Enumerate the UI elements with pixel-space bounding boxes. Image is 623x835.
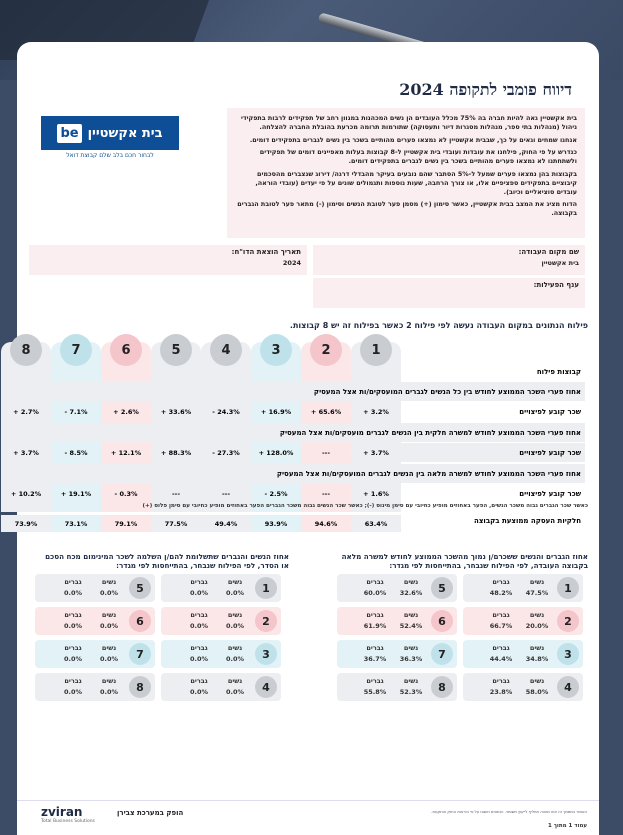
gap-value: + 19.1%	[52, 485, 102, 502]
gap-value: ---	[302, 444, 352, 461]
women-value: 52.4%	[400, 622, 424, 630]
groups-label-row	[30, 362, 586, 381]
footer	[18, 800, 600, 835]
men-value: 44.4%	[490, 655, 514, 663]
stat-card	[338, 574, 458, 602]
stat-card	[464, 640, 584, 668]
group-circle: 3	[261, 334, 293, 366]
company-logo	[42, 116, 180, 150]
date-cell	[30, 245, 308, 275]
men-label: גברים	[65, 644, 83, 652]
group-number-circle: 5	[432, 577, 454, 599]
partial-value: 77.5%	[152, 515, 202, 532]
report-meta	[30, 245, 586, 309]
stat-card	[338, 673, 458, 701]
group-number-circle: 8	[432, 676, 454, 698]
partial-value: 73.9%	[2, 515, 52, 532]
group-number-circle: 4	[256, 676, 278, 698]
women-label: נשים	[530, 611, 546, 619]
men-value: 0.0%	[64, 589, 84, 597]
women-label: נשים	[102, 644, 118, 652]
stat-card	[338, 607, 458, 635]
logo-be: be	[58, 124, 82, 143]
partial-value: 79.1%	[102, 515, 152, 532]
group-circle: 1	[361, 334, 393, 366]
footer-producer: הופק במערכת צבירן	[118, 809, 185, 817]
intro-paragraph: בקבוצות בהן נמצאו פערים שמעל ל-5% הסתבר שהם נובעים בעיקר מהבדלי דרגה/ דירוג שנצברים מהסכמים קיבוציים בתפקידים ספציפיים אלו, או צורך הרחבה, שעות נוספות ותגמולים שונים על פי יעדים (עובדי הוראה, עובדים סוציאליים וכיוב).	[256, 169, 578, 196]
women-label: נשים	[530, 644, 546, 652]
right-panel-title: אחוז הגברים והנשים ששכרם/ן נמוך מהשכר הממוצע לחודש למשרה מלאה בקבוצה העובדה, לפי הפילוח שנבחר, בהתייחסות לפי מגדר:	[342, 552, 589, 570]
group-number-circle: 6	[130, 610, 152, 632]
gap-value: - 2.5%	[252, 485, 302, 502]
intro-paragraph: בית אקשטיין גאה להיות חברה בה 75% מכלל העובדים הן נשים המכהנות במגוון רחב של תפקידים לרבות בתפקידי ניהול (מנהלות בתי ספר, מנהלות מסגרות דיור ותעסוקה) שתורמות תרומה מכרעת בהובלת החברה להצלחה.	[241, 114, 578, 131]
men-label: גברים	[191, 611, 209, 619]
group-circle: 7	[61, 334, 93, 366]
gap-value: - 27.3%	[202, 444, 252, 461]
men-label: גברים	[493, 677, 511, 685]
women-value: 0.0%	[100, 589, 120, 597]
group-number-circle: 5	[130, 577, 152, 599]
table-header	[30, 423, 586, 442]
men-label: גברים	[191, 677, 209, 685]
intro-paragraph: כנדרש על פי החוק, פילחנו את עובדות ועובדי בית אקשטיין ל-8 קבוצות בעלות מאפיינים דומים של תפקידים ולשתחתנו לא נמצאו פערים מהותיים בשכר בין נשים לגברים בתפקידים דומים.	[260, 148, 578, 166]
group-number-circle: 6	[432, 610, 454, 632]
men-label: גברים	[367, 578, 385, 586]
men-label: גברים	[191, 644, 209, 652]
group-circle: 2	[311, 334, 343, 366]
group-circle: 5	[161, 334, 193, 366]
women-value: 0.0%	[100, 688, 120, 696]
women-label: נשים	[102, 677, 118, 685]
men-value: 0.0%	[64, 622, 84, 630]
men-value: 48.2%	[490, 589, 514, 597]
men-label: גברים	[367, 644, 385, 652]
men-value: 55.8%	[364, 688, 388, 696]
group-number-circle: 1	[558, 577, 580, 599]
group-number-circle: 3	[558, 643, 580, 665]
women-label: נשים	[404, 611, 420, 619]
women-value: 32.6%	[400, 589, 424, 597]
men-label: גברים	[65, 611, 83, 619]
intro-text	[228, 108, 586, 238]
stat-card	[162, 673, 282, 701]
women-value: 0.0%	[226, 589, 246, 597]
intro-paragraph: אנחנו שמחים וגאים על כך, שבבית אקשטיין לא נמצאו פערים מהותיים בשכר בין נשים לגברים בתפקידים דומים.	[250, 135, 578, 144]
group-number-circle: 3	[256, 643, 278, 665]
gap-value: + 16.9%	[252, 403, 302, 420]
women-label: נשים	[404, 578, 420, 586]
gap-value: + 2.6%	[102, 403, 152, 420]
women-label: נשים	[530, 578, 546, 586]
women-label: נשים	[530, 677, 546, 685]
workplace-label: שם מקום העבודה:	[519, 248, 580, 256]
gap-value: - 0.3%	[102, 485, 152, 502]
table-header	[30, 464, 586, 483]
gap-value: - 7.1%	[52, 403, 102, 420]
group-number-circle: 1	[256, 577, 278, 599]
men-value: 0.0%	[190, 688, 210, 696]
partial-label: חלקיות העסקה ממוצעת בקבוצה	[475, 517, 582, 525]
men-label: גברים	[65, 677, 83, 685]
women-label: נשים	[404, 644, 420, 652]
stat-card	[162, 574, 282, 602]
women-value: 0.0%	[100, 622, 120, 630]
women-label: נשים	[102, 578, 118, 586]
group-circle: 4	[211, 334, 243, 366]
gap-value: ---	[302, 485, 352, 502]
group-circle: 6	[111, 334, 143, 366]
women-value: 0.0%	[226, 655, 246, 663]
branch-label: ענף הפעילות:	[534, 281, 580, 289]
gap-value: + 88.3%	[152, 444, 202, 461]
men-label: גברים	[367, 611, 385, 619]
logo-tagline: לבחור חכם בלב שלם קבוצת דואל	[67, 152, 155, 159]
workplace-value: בית אקשטיין	[542, 259, 580, 267]
men-value: 0.0%	[190, 622, 210, 630]
gap-value: - 8.5%	[52, 444, 102, 461]
section-title: פילוח הנתונים במקום העבודה נעשה לפי פילוח 2 כאשר בפילוח זה יש 8 קבוצות.	[290, 321, 589, 330]
women-value: 34.8%	[526, 655, 550, 663]
table-row	[14, 443, 586, 462]
page-title: דיווח פומבי לתקופה 2024	[400, 80, 573, 99]
men-value: 36.7%	[364, 655, 388, 663]
women-value: 47.5%	[526, 589, 550, 597]
gap-value: + 128.0%	[252, 444, 302, 461]
men-value: 0.0%	[64, 655, 84, 663]
group-circle: 8	[11, 334, 43, 366]
row-label: שכר קובע לפיצויים	[520, 407, 582, 416]
women-label: נשים	[404, 677, 420, 685]
table-header-text: אחוז פערי השכר הממוצע לחודש בין כל הנשים לגברים המועסקים/ות אצל המעסיק	[314, 387, 582, 396]
men-label: גברים	[65, 578, 83, 586]
stat-card	[36, 673, 156, 701]
women-label: נשים	[102, 611, 118, 619]
row-label: שכר קובע לפיצויים	[520, 489, 582, 498]
men-value: 66.7%	[490, 622, 514, 630]
men-value: 0.0%	[190, 589, 210, 597]
gap-value: - 24.3%	[202, 403, 252, 420]
gap-value: + 12.1%	[102, 444, 152, 461]
group-number-circle: 2	[558, 610, 580, 632]
men-label: גברים	[367, 677, 385, 685]
table-header-text: אחוז פערי השכר הממוצע לחודש למשרה מלאה בין הנשים לגברים המועסקים/ות אצל המעסיק	[277, 469, 582, 478]
stat-card	[338, 640, 458, 668]
page-number: עמוד 1 מתוך 1	[549, 823, 588, 829]
women-label: נשים	[228, 578, 244, 586]
gap-value: ---	[152, 485, 202, 502]
men-value: 0.0%	[190, 655, 210, 663]
men-value: 61.9%	[364, 622, 388, 630]
left-panel-title: אחוז הנשים והגברים שתשלומת להם/ן השלמה לשכר המינימום מכח הסכם או הסדר, לפי הפילוח שנבחר, בהתייחסות לפי מגדר:	[46, 552, 290, 570]
gap-value: + 3.7%	[2, 444, 52, 461]
gap-value: + 3.7%	[352, 444, 402, 461]
intro-paragraph: הדוח מציג את המצב בבית אקשטיין, כאשר סימון (+) מסמן פער לטובת הנשים וסימון (-) מתאר פער לטובת הגברים בקבוצה.	[238, 200, 578, 218]
workplace-cell	[314, 245, 586, 275]
women-value: 0.0%	[226, 622, 246, 630]
partial-value: 93.9%	[252, 515, 302, 532]
gap-value: + 2.7%	[2, 403, 52, 420]
men-value: 60.0%	[364, 589, 388, 597]
men-label: גברים	[493, 578, 511, 586]
table-header-text: אחוז פערי השכר הממוצע לחודש למשרה חלקית בין הנשים לגברים מועסקים/ות אצל המעסיק	[280, 428, 582, 437]
partial-value: 73.1%	[52, 515, 102, 532]
women-value: 52.3%	[400, 688, 424, 696]
sign-note: כאשר שכר הגברים גבוה משכר הנשים, הפער באחוזים מופיע כחיובי עם סימן מינוס (-); כאשר שכר הנשים גבוה משכר הגברים הפער באחוזים מופיע כחיובי עם סימן פלוס (+)	[143, 503, 589, 509]
stat-card	[464, 673, 584, 701]
men-label: גברים	[191, 578, 209, 586]
men-value: 23.8%	[490, 688, 514, 696]
women-value: 0.0%	[226, 688, 246, 696]
zviran-logo-sub: Total Business Solutions	[42, 819, 96, 824]
women-label: נשים	[228, 677, 244, 685]
gap-value: + 1.6%	[352, 485, 402, 502]
groups-label: קבוצות פילוח	[537, 367, 582, 376]
table-row	[14, 402, 586, 421]
stat-card	[464, 574, 584, 602]
logo-brand: בית אקשטיין	[88, 125, 164, 141]
zviran-logo	[42, 805, 96, 824]
women-label: נשים	[228, 644, 244, 652]
branch-cell	[314, 278, 586, 308]
women-value: 58.0%	[526, 688, 550, 696]
men-label: גברים	[493, 644, 511, 652]
partial-value: 49.4%	[202, 515, 252, 532]
gap-value: + 65.6%	[302, 403, 352, 420]
gap-value: + 33.6%	[152, 403, 202, 420]
gap-value: ---	[202, 485, 252, 502]
gap-value: + 3.2%	[352, 403, 402, 420]
women-value: 0.0%	[100, 655, 120, 663]
women-value: 20.0%	[526, 622, 550, 630]
footer-note: האמור במסמך זה אינו מהווה תחליף לייעוץ משפטי. הנתונים חושבו על פי הוראות החוק והתקנות.	[432, 809, 588, 814]
gap-value: + 10.2%	[2, 485, 52, 502]
women-label: נשים	[228, 611, 244, 619]
partial-value: 63.4%	[352, 515, 402, 532]
stat-card	[162, 640, 282, 668]
partial-row	[15, 513, 586, 533]
women-value: 36.3%	[400, 655, 424, 663]
group-number-circle: 7	[432, 643, 454, 665]
group-number-circle: 4	[558, 676, 580, 698]
table-header	[30, 382, 586, 401]
men-label: גברים	[493, 611, 511, 619]
men-value: 0.0%	[64, 688, 84, 696]
row-label: שכר קובע לפיצויים	[520, 448, 582, 457]
group-number-circle: 8	[130, 676, 152, 698]
date-label: תאריך הוצאת הדו"ח:	[232, 248, 302, 256]
group-number-circle: 7	[130, 643, 152, 665]
group-number-circle: 2	[256, 610, 278, 632]
zviran-logo-text: zviran	[42, 805, 84, 819]
date-value: 2024	[283, 259, 302, 267]
stat-card	[36, 640, 156, 668]
stat-card	[162, 607, 282, 635]
partial-value: 94.6%	[302, 515, 352, 532]
stat-card	[36, 574, 156, 602]
stat-card	[36, 607, 156, 635]
stat-card	[464, 607, 584, 635]
table-row	[11, 484, 586, 503]
